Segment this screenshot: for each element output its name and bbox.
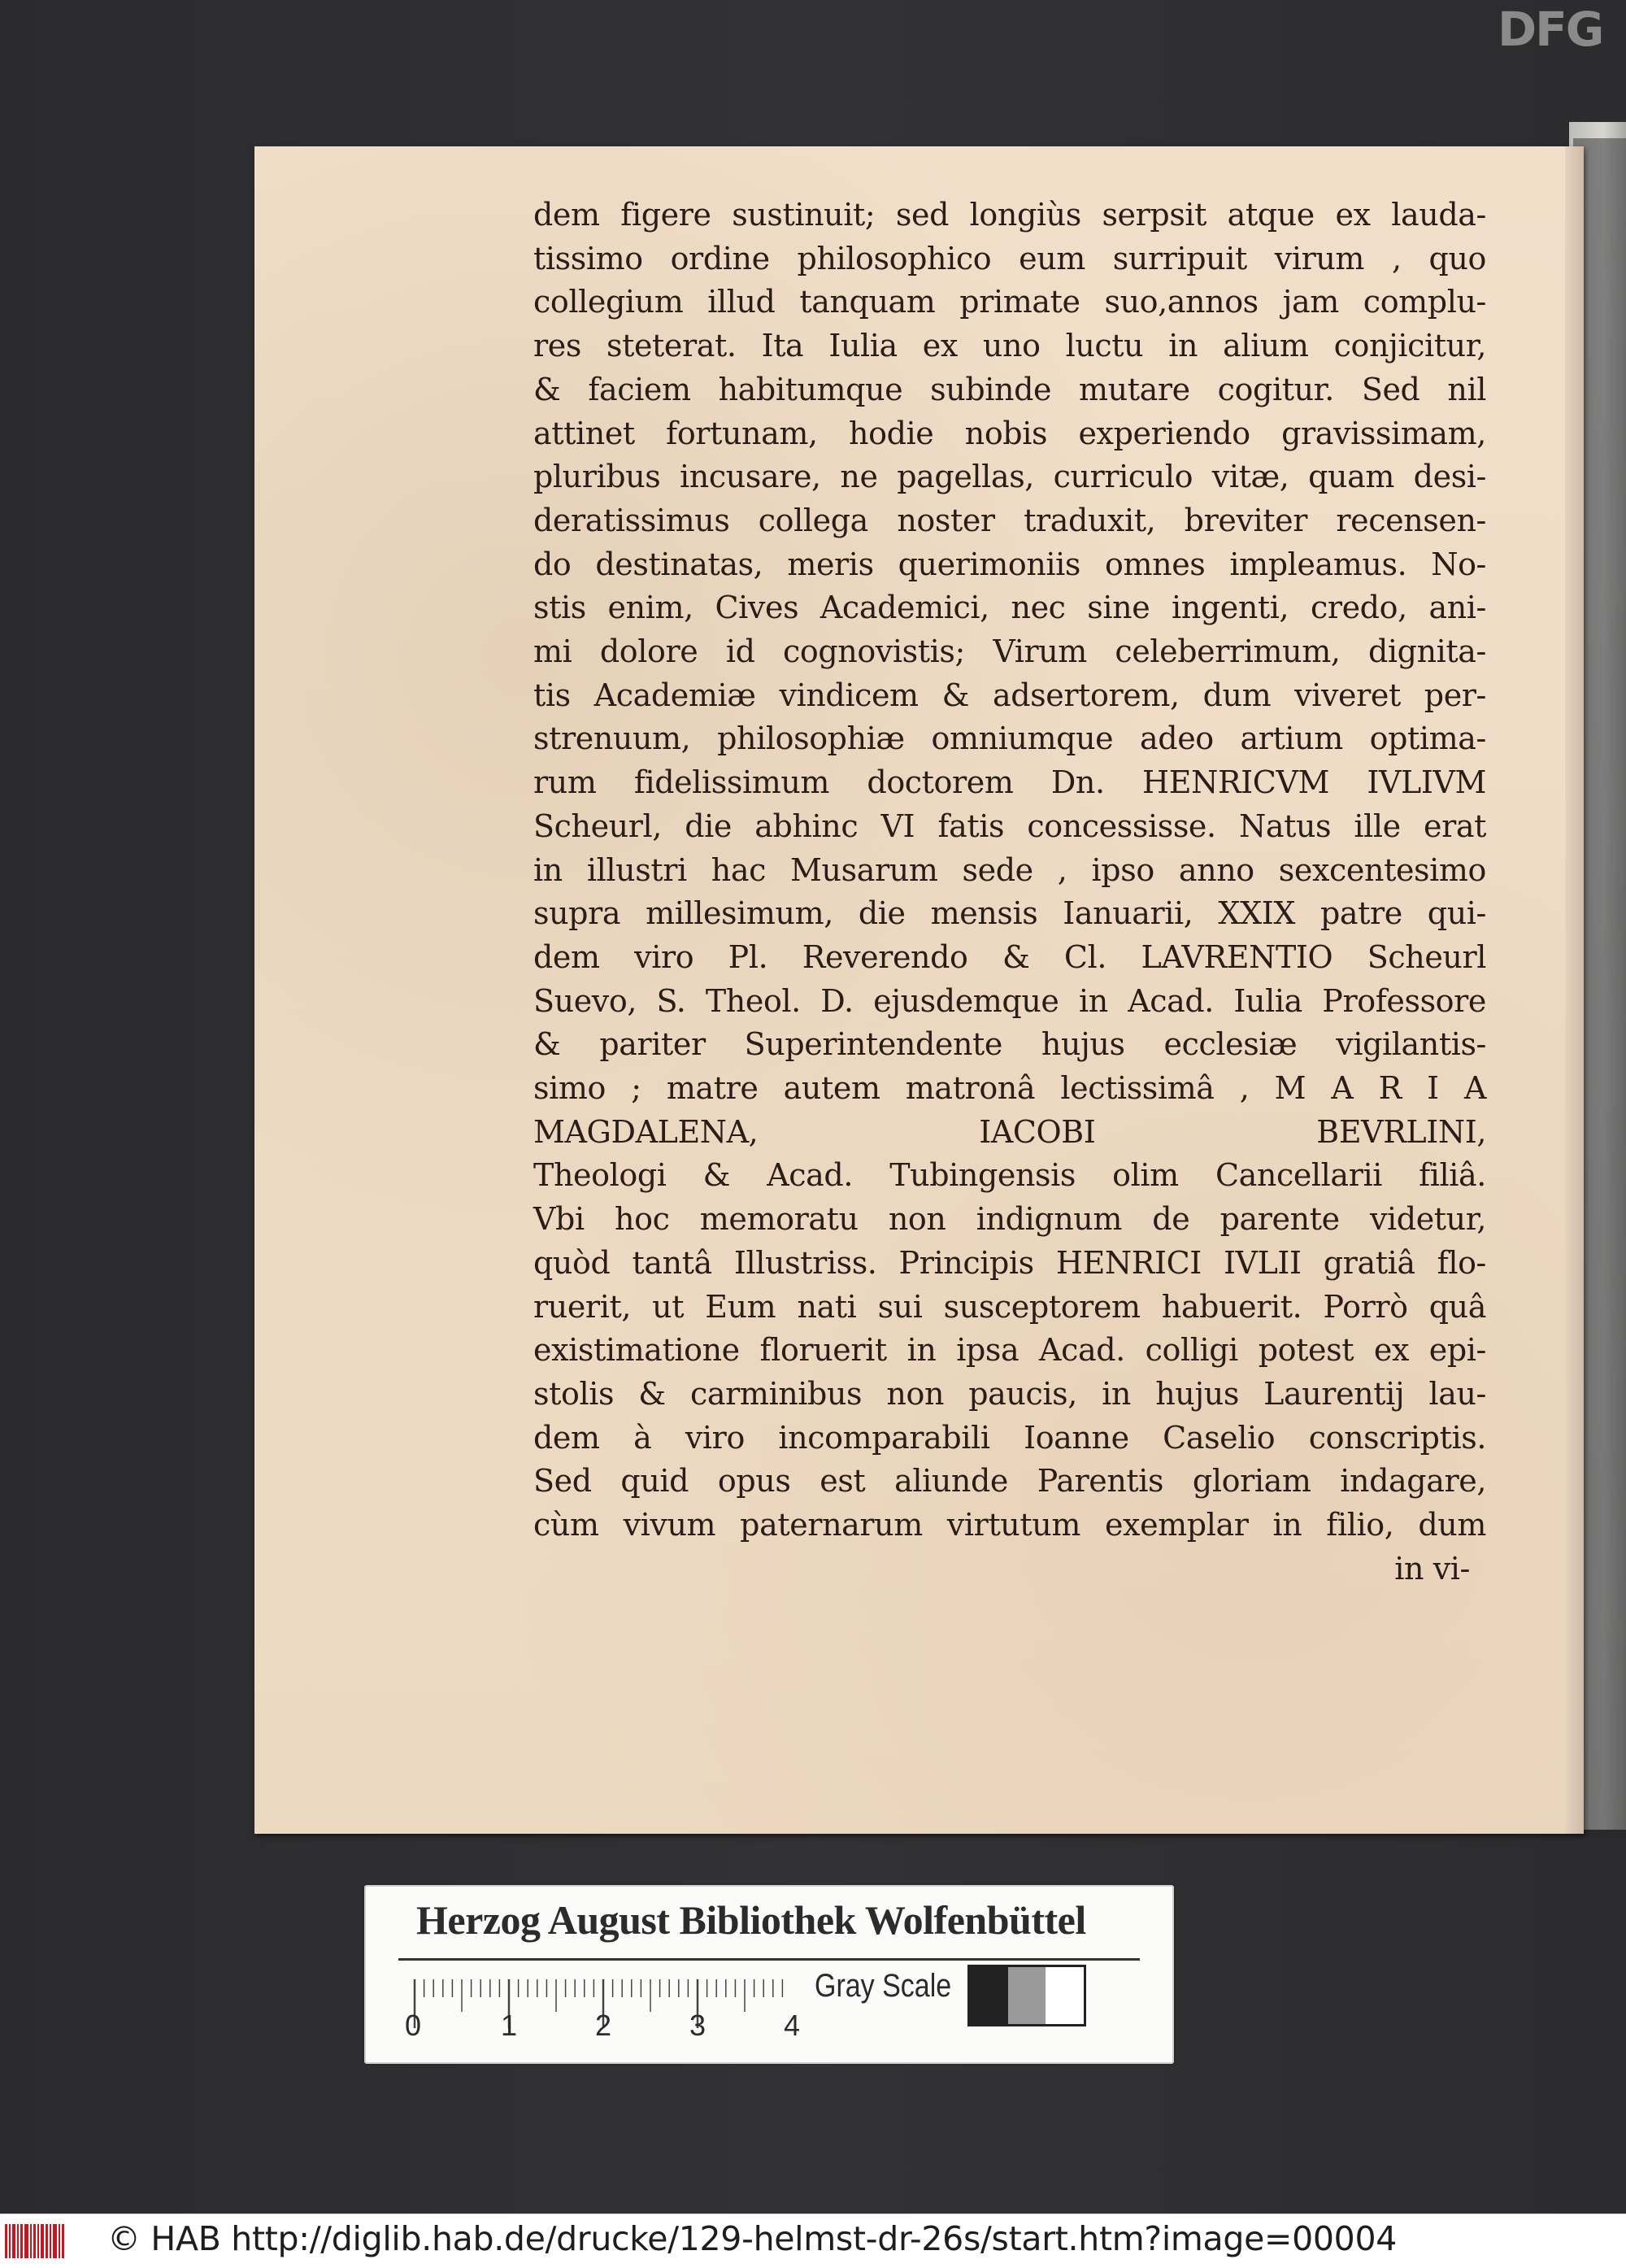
- barcode-bar: [17, 2224, 19, 2258]
- barcode-icon: [3, 2221, 72, 2261]
- dfg-logo: DFG: [1498, 2, 1603, 57]
- text-line: pluribus incusare, ne pagellas, curriculo vitæ, quam desi-: [533, 459, 1486, 495]
- text-line: stolis & carminibus non paucis, in hujus Laurentij lau-: [533, 1375, 1486, 1412]
- ruler-label-0: 0: [405, 2009, 422, 2042]
- text-line: tis Academiæ vindicem & adsertorem, dum viveret per-: [533, 677, 1486, 713]
- text-line: existimatione floruerit in ipsa Acad. colligi potest ex epi-: [533, 1332, 1486, 1369]
- barcode-bar: [30, 2224, 32, 2258]
- catchword: in vi-: [1394, 1550, 1470, 1587]
- text-line: stis enim, Cives Academici, nec sine ingenti, credo, ani-: [533, 590, 1486, 626]
- barcode-bar: [9, 2224, 11, 2258]
- ruler-label-4: 4: [784, 2009, 801, 2042]
- text-line: Sed quid opus est aliunde Parentis gloriam indagare,: [533, 1463, 1486, 1500]
- ruler-label-1: 1: [501, 2009, 518, 2042]
- text-line: simo ; matre autem matronâ lectissimâ , M A R I A: [533, 1070, 1486, 1107]
- swatch-mid: [1008, 1967, 1046, 2024]
- text-line: Suevo, S. Theol. D. ejusdemque in Acad. Iulia Professore: [533, 982, 1486, 1019]
- barcode-bar: [20, 2224, 23, 2258]
- copyright-url[interactable]: © HAB http://diglib.hab.de/drucke/129-helmst-dr-26s/start.htm?image=00004: [107, 2219, 1398, 2258]
- text-line: dem figere sustinuit; sed longiùs serpsit atque ex lauda-: [533, 197, 1486, 233]
- text-line: Theologi & Acad. Tubingensis olim Cancellarii filiâ.: [533, 1157, 1486, 1194]
- barcode-bar: [62, 2224, 64, 2258]
- barcode-bar: [53, 2224, 57, 2258]
- text-line: strenuum, philosophiæ omniumque adeo artium optima-: [533, 720, 1486, 757]
- text-line: Vbi hoc memoratu non indignum de parente videtur,: [533, 1201, 1486, 1238]
- text-line: res steterat. Ita Iulia ex uno luctu in alium conjicitur,: [533, 328, 1486, 364]
- target-divider: [398, 1958, 1140, 1961]
- text-line: dem viro Pl. Reverendo & Cl. LAVRENTIO Scheurl: [533, 938, 1486, 975]
- barcode-bar: [37, 2224, 39, 2258]
- text-line: cùm vivum paternarum virtutum exemplar in filio, dum: [533, 1507, 1486, 1543]
- barcode-bar: [33, 2224, 36, 2258]
- text-line: rum fidelissimum doctorem Dn. HENRICVM IVLIVM: [533, 764, 1486, 801]
- text-line: MAGDALENA, IACOBI BEVRLINI,: [533, 1113, 1486, 1150]
- ruler-label-2: 2: [595, 2009, 612, 2042]
- library-name: Herzog August Bibliothek Wolfenbüttel: [416, 1897, 1086, 1943]
- text-line: collegium illud tanquam primate suo,annos jam complu-: [533, 284, 1486, 320]
- gray-scale-label: Gray Scale: [815, 1968, 952, 2004]
- text-line: Scheurl, die abhinc VI fatis concessisse. Natus ille erat: [533, 808, 1486, 844]
- text-line: attinet fortunam, hodie nobis experiendo gravissimam,: [533, 415, 1486, 451]
- swatch-light: [1046, 1967, 1084, 2024]
- text-line: & pariter Superintendente hujus ecclesiæ vigilantis-: [533, 1026, 1486, 1063]
- text-line: & faciem habitumque subinde mutare cogitur. Sed nil: [533, 371, 1486, 407]
- text-line: ruerit, ut Eum nati sui susceptorem habuerit. Porrò quâ: [533, 1288, 1486, 1325]
- text-line: mi dolore id cognovistis; Virum celeberrimum, dignita-: [533, 633, 1486, 670]
- text-line: dem à viro incomparabili Ioanne Caselio conscriptis.: [533, 1419, 1486, 1456]
- footer-bar: [0, 2214, 1626, 2268]
- color-target-card: [364, 1885, 1174, 2064]
- text-line: in illustri hac Musarum sede , ipso anno sexcentesimo: [533, 851, 1486, 888]
- barcode-bar: [50, 2224, 51, 2258]
- text-line: supra millesimum, die mensis Ianuarii, XXIX patre qui-: [533, 895, 1486, 932]
- gray-scale-swatches: [967, 1965, 1086, 2026]
- text-line: deratissimus collega noster traduxit, breviter recensen-: [533, 502, 1486, 538]
- barcode-bar: [46, 2224, 48, 2258]
- barcode-bar: [12, 2224, 15, 2258]
- swatch-dark: [970, 1967, 1008, 2024]
- ruler-label-3: 3: [689, 2009, 706, 2042]
- barcode-bar: [5, 2224, 7, 2258]
- barcode-bar: [59, 2224, 60, 2258]
- text-line: do destinatas, meris querimoniis omnes impleamus. No-: [533, 546, 1486, 582]
- page-text: [533, 194, 1486, 1591]
- text-line: quòd tantâ Illustriss. Principis HENRICI IVLII gratiâ flo-: [533, 1244, 1486, 1281]
- barcode-bar: [41, 2224, 44, 2258]
- barcode-bar: [24, 2224, 28, 2258]
- text-line: tissimo ordine philosophico eum surripuit virum , quo: [533, 240, 1486, 276]
- page-edge: [1565, 146, 1584, 1834]
